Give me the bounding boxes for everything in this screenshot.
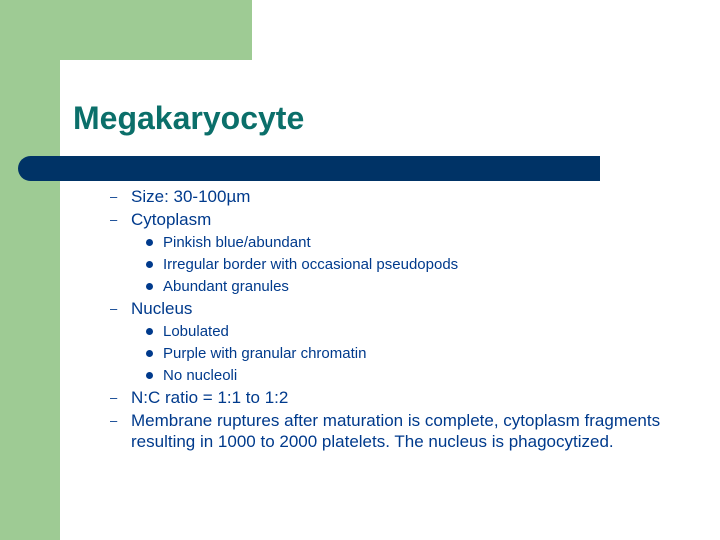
dash-bullet: – [110,212,118,227]
title-underline-bar [18,156,600,181]
sub-bullet-text: No nucleoli [163,367,238,384]
dot-icon [146,239,153,246]
sub-bullet-text: Pinkish blue/abundant [163,234,311,251]
dot-icon [146,328,153,335]
sub-bullet-text: Lobulated [163,323,229,340]
slide-body [110,186,670,454]
bullet-text: Size: 30-100µm [131,187,251,206]
dash-bullet: – [110,390,118,405]
bullet-text: Membrane ruptures after maturation is complete, cytoplasm fragments resulting in 1000 to 2000 platelets. The nucleus is phagocytized. [131,411,661,451]
sub-bullet-pinkish [110,232,670,253]
bullet-nc-ratio [110,387,670,408]
dash-bullet: – [110,413,118,428]
bullet-nucleus [110,298,670,319]
bullet-text: Cytoplasm [131,210,212,229]
slide-title: Megakaryocyte [73,100,305,136]
sub-bullet-text: Irregular border with occasional pseudopods [163,256,459,273]
bullet-text: N:C ratio = 1:1 to 1:2 [131,388,289,407]
dash-bullet: – [110,189,118,204]
dot-icon [146,283,153,290]
dot-icon [146,372,153,379]
dash-bullet: – [110,301,118,316]
sub-bullet-irregular-border [110,254,670,275]
sub-bullet-text: Purple with granular chromatin [163,345,367,362]
sub-bullet-lobulated [110,321,670,342]
bullet-cytoplasm [110,209,670,230]
sub-bullet-nucleoli [110,365,670,386]
sub-bullet-granules [110,276,670,297]
decorative-green-left-band [0,0,60,540]
bullet-membrane [110,410,670,452]
dot-icon [146,350,153,357]
bullet-text: Nucleus [131,299,193,318]
bullet-size [110,186,670,207]
sub-bullet-chromatin [110,343,670,364]
sub-bullet-text: Abundant granules [163,278,289,295]
dot-icon [146,261,153,268]
